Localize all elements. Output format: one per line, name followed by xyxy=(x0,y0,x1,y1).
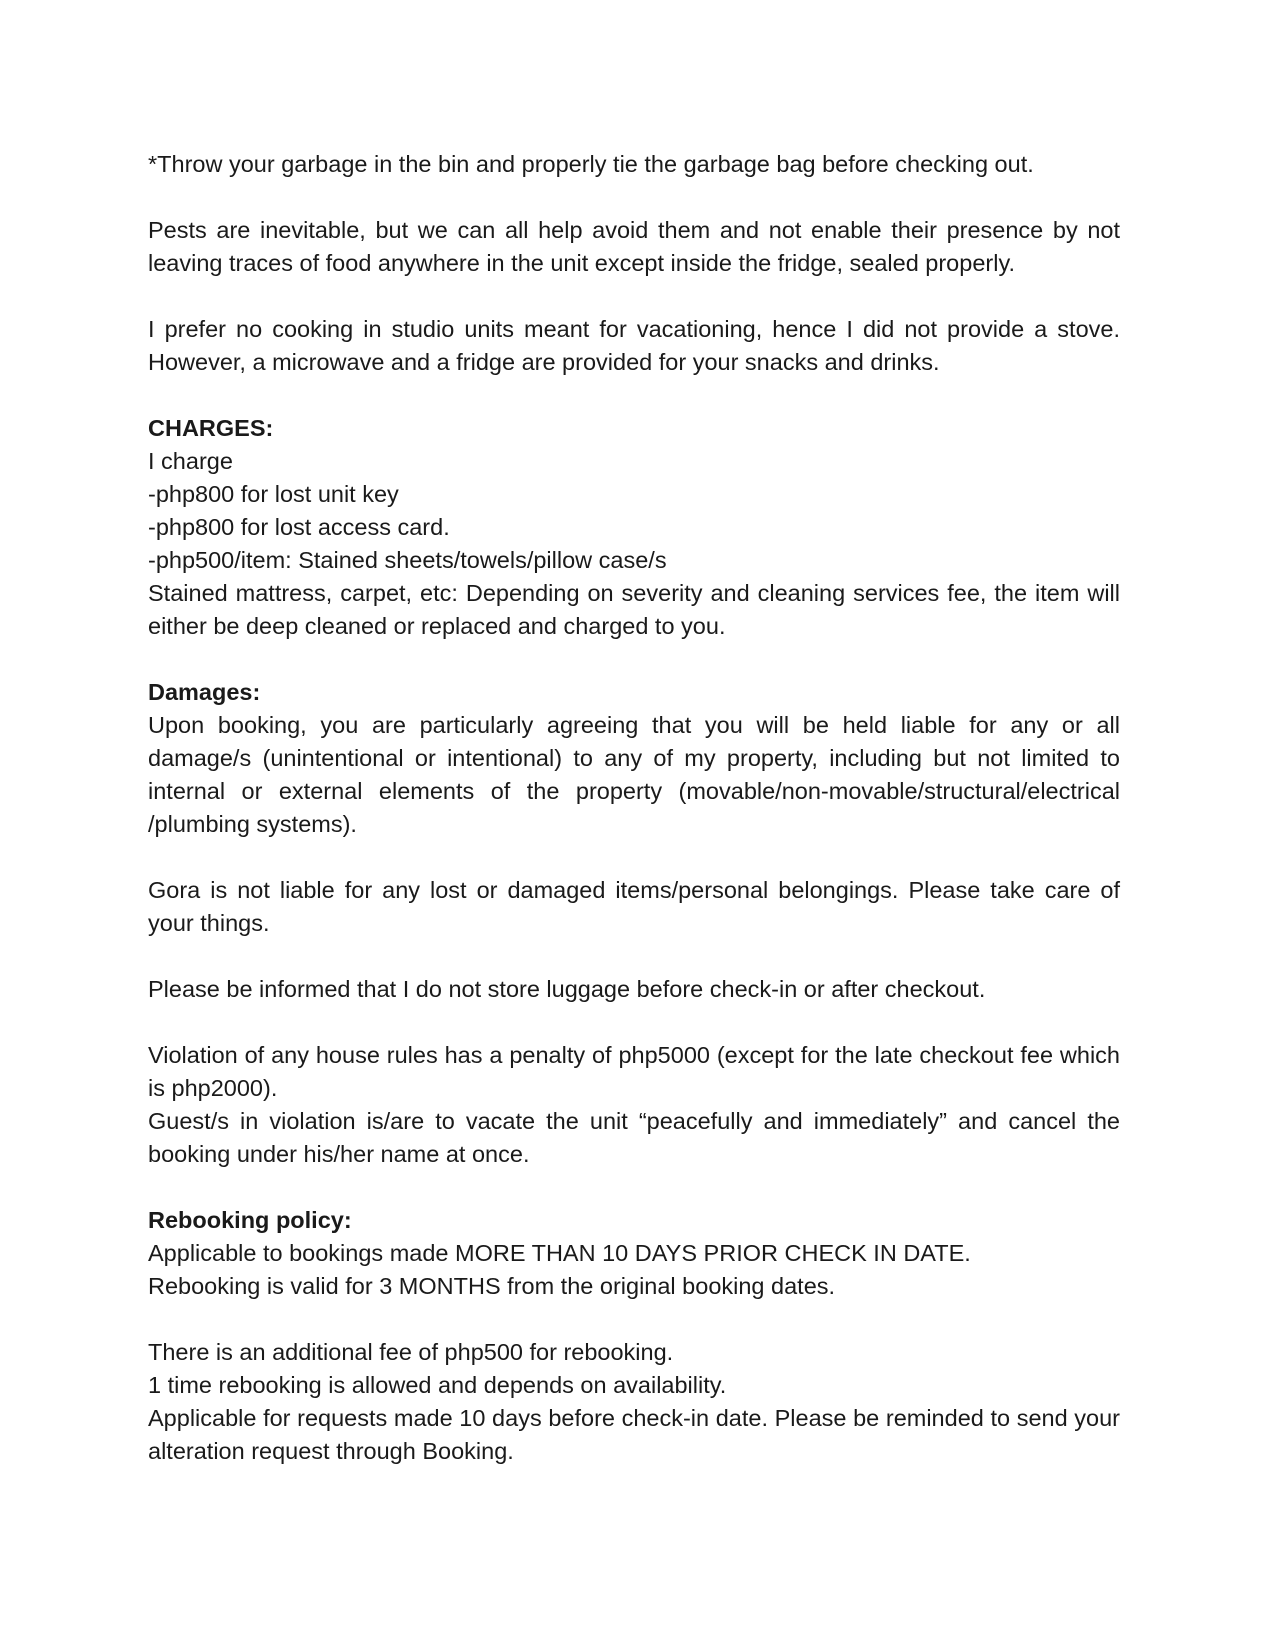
violation-section xyxy=(148,1039,1120,1171)
charges-line: -php800 for lost unit key xyxy=(148,481,399,507)
rebooking-heading: Rebooking policy: xyxy=(148,1207,352,1233)
charges-section xyxy=(148,412,1120,643)
garbage-rule: *Throw your garbage in the bin and properly tie the garbage bag before checking out. xyxy=(148,151,1034,177)
pests-rule: Pests are inevitable, but we can all help avoid them and not enable their presence by not leaving traces of food anywhere in the unit except inside the fridge, sealed properly. xyxy=(148,217,1120,276)
rebooking-once: 1 time rebooking is allowed and depends on availability. xyxy=(148,1372,727,1398)
damages-liability-clause: Upon booking, you are particularly agreeing that you will be held liable for any or all damage/s (unintentional or intentional) to any of my property, including but not limited to internal or external elements of the property (movable/non-movable/structural/electrical /plumbing systems). xyxy=(148,712,1120,837)
charges-line: -php500/item: Stained sheets/towels/pillow case/s xyxy=(148,547,667,573)
rebooking-terms xyxy=(148,1336,1120,1468)
damages-heading: Damages: xyxy=(148,679,261,705)
violation-penalty: Violation of any house rules has a penalty of php5000 (except for the late checkout fee which is php2000). xyxy=(148,1042,1120,1101)
stained-items-note: Stained mattress, carpet, etc: Depending on severity and cleaning services fee, the item will either be deep cleaned or replaced and charged to you. xyxy=(148,580,1120,639)
rebooking-section xyxy=(148,1204,1120,1303)
charges-line: I charge xyxy=(148,448,233,474)
vacate-rule: Guest/s in violation is/are to vacate the unit “peacefully and immediately” and cancel the booking under his/her name at once. xyxy=(148,1108,1120,1167)
luggage-notice: Please be informed that I do not store luggage before check-in or after checkout. xyxy=(148,976,986,1002)
charges-heading: CHARGES: xyxy=(148,415,274,441)
rebooking-validity: Rebooking is valid for 3 MONTHS from the original booking dates. xyxy=(148,1273,836,1299)
rebooking-applicable: Applicable to bookings made MORE THAN 10 DAYS PRIOR CHECK IN DATE. xyxy=(148,1240,971,1266)
charges-line: -php800 for lost access card. xyxy=(148,514,450,540)
damages-section xyxy=(148,676,1120,841)
belongings-disclaimer: Gora is not liable for any lost or damaged items/personal belongings. Please take care of your things. xyxy=(148,877,1120,936)
rebooking-fee: There is an additional fee of php500 for rebooking. xyxy=(148,1339,674,1365)
cooking-rule: I prefer no cooking in studio units meant for vacationing, hence I did not provide a stove. However, a microwave and a fridge are provided for your snacks and drinks. xyxy=(148,316,1120,375)
document-page xyxy=(148,148,1120,1468)
rebooking-requests: Applicable for requests made 10 days before check-in date. Please be reminded to send your alteration request through Booking. xyxy=(148,1405,1120,1464)
